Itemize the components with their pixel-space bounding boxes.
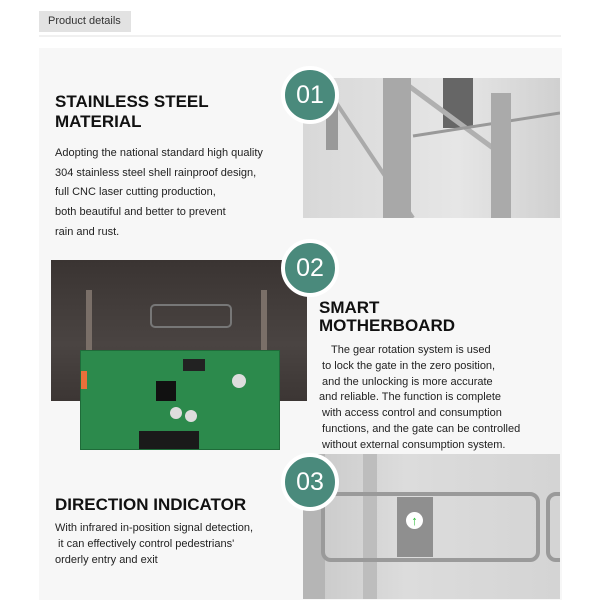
text-line: both beautiful and better to prevent	[55, 206, 226, 219]
section-title-stainless	[55, 92, 209, 132]
text-line: functions, and the gate can be controlled	[319, 422, 521, 435]
text-line: The gear rotation system is used	[319, 344, 491, 356]
section-text-stainless	[55, 144, 263, 243]
section-text-motherboard	[319, 343, 520, 454]
text-line: without external consumption system.	[319, 438, 506, 451]
title-line: MATERIAL	[55, 112, 142, 131]
text-line: and reliable. The function is complete	[319, 391, 502, 404]
text-line: orderly entry and exit	[55, 554, 158, 566]
direction-indicator-image	[303, 454, 560, 599]
tab-product-details[interactable]: Product details	[39, 11, 131, 32]
step-badge-02: 02	[281, 239, 339, 297]
section-title-direction	[55, 495, 246, 515]
text-line: full CNC laser cutting production,	[55, 186, 216, 199]
text-line: with access control and consumption	[319, 407, 502, 420]
text-line: 304 stainless steel shell rainproof design,	[55, 166, 257, 179]
tab-divider	[39, 35, 561, 37]
text-line: it can effectively control pedestrians'	[55, 538, 235, 550]
motherboard-pcb-image	[80, 350, 280, 450]
title-line: STAINLESS STEEL	[55, 92, 209, 111]
title-line: DIRECTION INDICATOR	[55, 495, 247, 514]
title-line: MOTHERBOARD	[319, 316, 455, 335]
text-line: Adopting the national standard high quality	[55, 147, 263, 159]
green-arrow-icon: ↑	[406, 512, 423, 529]
title-line: SMART	[319, 298, 380, 317]
text-line: and the unlocking is more accurate	[319, 375, 493, 388]
section-title-motherboard	[319, 299, 455, 335]
text-line: rain and rust.	[55, 225, 120, 238]
step-badge-01: 01	[281, 66, 339, 124]
text-line: With infrared in-position signal detection,	[55, 522, 254, 534]
section-text-direction	[55, 520, 253, 568]
step-badge-03: 03	[281, 453, 339, 511]
stainless-steel-image	[303, 78, 560, 218]
text-line: to lock the gate in the zero position,	[319, 359, 496, 372]
